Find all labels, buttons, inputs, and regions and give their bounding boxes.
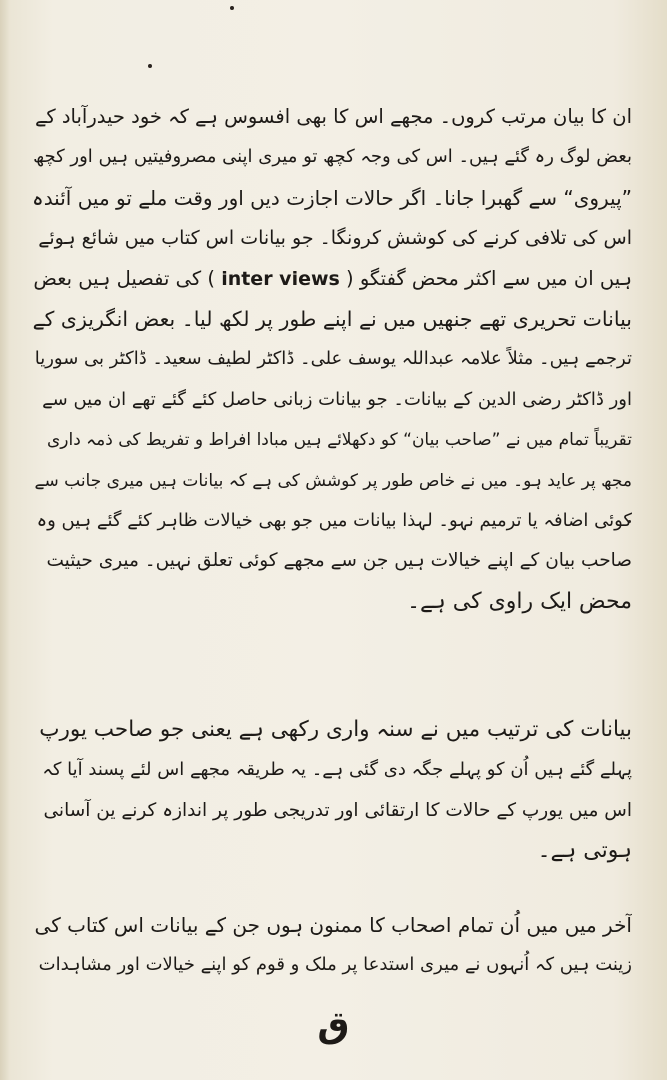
- text-line: ان کا بیان مرتب کروں۔ مجھے اس کا بھی افسوس ہے کہ خود حیدرآباد کے: [34, 105, 632, 128]
- ink-speck-top: [230, 6, 234, 10]
- text-segment: ہیں ان میں سے اکثر محض گفتگو (: [346, 266, 632, 290]
- text-line: بعض لوگ رہ گئے ہیں۔ اس کی وجہ کچھ تو میری اپنی مصروفیتیں ہیں اور کچھ: [33, 146, 632, 168]
- paragraph-3: [32, 905, 632, 986]
- text-line: بیانات تحریری تھے جنھیں میں نے اپنے طور پر لکھ لیا۔ بعض انگریزی کے: [32, 307, 632, 332]
- english-term: inter views: [221, 267, 340, 290]
- text-line: اس کی تلافی کرنے کی کوشش کرونگا۔ جو بیانات اس کتاب میں شائع ہوئے: [38, 227, 632, 250]
- text-line: کوئی اضافہ یا ترمیم نہو۔ لہذا بیانات میں جو بھی خیالات ظاہر کئے گئے ہیں وہ: [36, 510, 632, 532]
- text-line: زینت ہیں کہ اُنہوں نے میری استدعا پر ملک و قوم کو اپنے خیالات اور مشاہدات: [38, 954, 632, 976]
- text-line: صاحب بیان کے اپنے خیالات ہیں جن سے مجھے کوئی تعلق نہیں۔ میری حیثیت: [46, 550, 632, 572]
- text-line: آخر میں میں اُن تمام اصحاب کا ممنون ہوں جن کے بیانات اس کتاب کی: [34, 913, 632, 937]
- text-line: بیانات کی ترتیب میں نے سنہ واری رکھی ہے یعنی جو صاحب یورپ: [39, 717, 632, 742]
- text-line: ہوتی ہے۔: [537, 838, 632, 864]
- text-segment: ) کی تفصیل ہیں بعض: [33, 266, 215, 290]
- text-line: اور ڈاکٹر رضی الدین کے بیانات۔ جو بیانات زبانی حاصل کئے گئے تھے ان میں سے: [42, 388, 632, 410]
- text-line: پہلے گئے ہیں اُن کو پہلے جگہ دی گئی ہے۔ یہ طریقہ مجھے اس لئے پسند آیا کہ: [42, 759, 632, 781]
- text-line: محض ایک راوی کی ہے۔: [407, 588, 632, 614]
- text-line-with-english: [32, 259, 632, 299]
- text-line: ”پیروی“ سے گھبرا جانا۔ اگر حالات اجازت دیں اور وقت ملے تو میں آئندہ: [32, 185, 632, 210]
- ink-speck-upper: [148, 64, 152, 68]
- page-number: ق: [317, 1005, 350, 1046]
- text-line: ترجمے ہیں۔ مثلاً علامہ عبداللہ یوسف علی۔ ڈاکٹر لطیف سعید۔ ڈاکٹر بی سوریا: [34, 348, 632, 370]
- paragraph-1: [32, 97, 632, 622]
- text-line: مجھ پر عاید ہو۔ میں نے خاص طور پر کوشش کی ہے کہ بیانات ہیں میری جانب سے: [34, 470, 632, 491]
- text-line: تقریباً تمام میں نے ”صاحب بیان“ کو دکھلائے ہیں مبادا افراط و تفریط کی ذمہ داری: [46, 430, 632, 451]
- text-line: اس میں یورپ کے حالات کا ارتقائی اور تدریجی طور پر اندازہ کرنے ین آسانی: [43, 799, 632, 821]
- paragraph-2: [32, 710, 632, 872]
